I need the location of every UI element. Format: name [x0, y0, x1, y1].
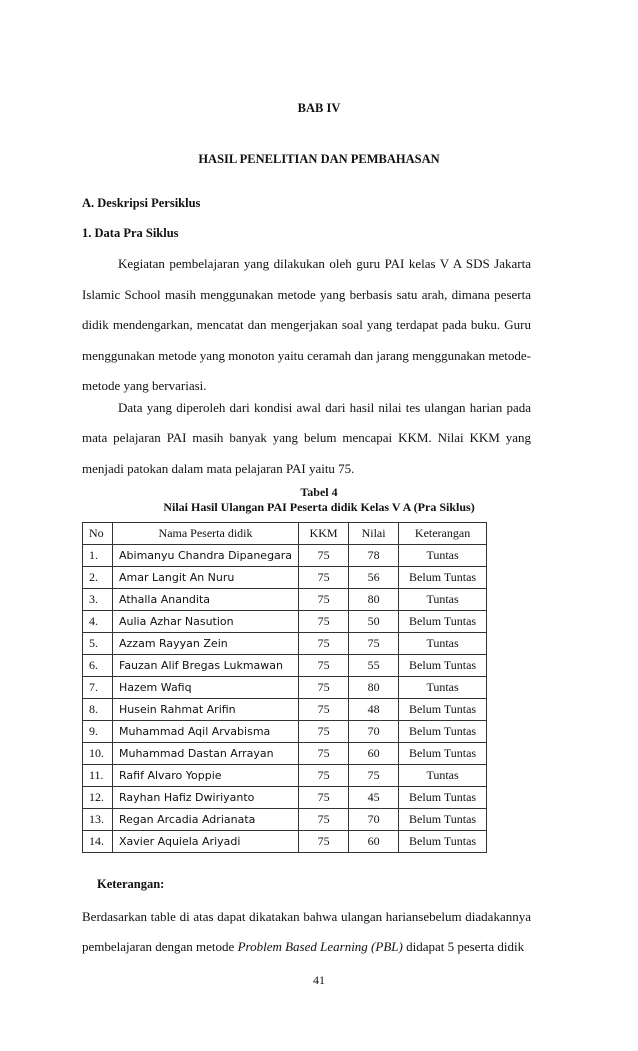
- cell-kkm: 75: [299, 677, 349, 699]
- cell-no: 1.: [83, 545, 113, 567]
- cell-name: Regan Arcadia Adrianata: [113, 809, 299, 831]
- cell-name: Aulia Azhar Nasution: [113, 611, 299, 633]
- cell-kkm: 75: [299, 743, 349, 765]
- cell-keterangan: Tuntas: [399, 633, 487, 655]
- cell-nilai: 50: [349, 611, 399, 633]
- para1-line: didik mendengarkan, mencatat dan mengerjakan soal yang terdapat pada buku. Guru: [82, 317, 531, 332]
- table-caption: Nilai Hasil Ulangan PAI Peserta didik Kelas V A (Pra Siklus): [163, 500, 475, 514]
- table-row: [83, 633, 487, 655]
- cell-no: 12.: [83, 787, 113, 809]
- para1-line: Islamic School masih menggunakan metode yang berbasis satu arah, dimana peserta: [82, 287, 531, 302]
- cell-nilai: 60: [349, 831, 399, 853]
- cell-name: Husein Rahmat Arifin: [113, 699, 299, 721]
- cell-nilai: 56: [349, 567, 399, 589]
- para1-line: metode yang bervariasi.: [82, 378, 207, 393]
- cell-no: 3.: [83, 589, 113, 611]
- cell-name: Rayhan Hafiz Dwiriyanto: [113, 787, 299, 809]
- cell-keterangan: Belum Tuntas: [399, 809, 487, 831]
- cell-keterangan: Belum Tuntas: [399, 611, 487, 633]
- para3-text: pembelajaran dengan metode: [82, 939, 238, 954]
- para2-line: menjadi patokan dalam mata pelajaran PAI yaitu 75.: [82, 461, 355, 476]
- cell-name: Rafif Alvaro Yoppie: [113, 765, 299, 787]
- table-row: [83, 655, 487, 677]
- cell-no: 14.: [83, 831, 113, 853]
- table-row: [83, 743, 487, 765]
- table-header-row: [83, 523, 487, 545]
- cell-name: Athalla Anandita: [113, 589, 299, 611]
- header-keterangan: Keterangan: [399, 523, 487, 545]
- cell-no: 5.: [83, 633, 113, 655]
- chapter-title: HASIL PENELITIAN DAN PEMBAHASAN: [198, 152, 440, 166]
- cell-kkm: 75: [299, 787, 349, 809]
- table-row: [83, 787, 487, 809]
- cell-keterangan: Belum Tuntas: [399, 721, 487, 743]
- page-number: 41: [313, 973, 325, 987]
- cell-no: 13.: [83, 809, 113, 831]
- cell-keterangan: Tuntas: [399, 589, 487, 611]
- cell-keterangan: Belum Tuntas: [399, 831, 487, 853]
- cell-nilai: 70: [349, 721, 399, 743]
- cell-keterangan: Belum Tuntas: [399, 655, 487, 677]
- cell-nilai: 55: [349, 655, 399, 677]
- cell-nilai: 80: [349, 589, 399, 611]
- cell-name: Muhammad Aqil Arvabisma: [113, 721, 299, 743]
- cell-no: 4.: [83, 611, 113, 633]
- section-a-heading: A. Deskripsi Persiklus: [82, 196, 201, 210]
- table-row: [83, 545, 487, 567]
- cell-keterangan: Belum Tuntas: [399, 743, 487, 765]
- para2-line: mata pelajaran PAI masih banyak yang belum mencapai KKM. Nilai KKM yang: [82, 430, 531, 445]
- cell-kkm: 75: [299, 633, 349, 655]
- table-row: [83, 677, 487, 699]
- header-kkm: KKM: [299, 523, 349, 545]
- cell-name: Xavier Aquiela Ariyadi: [113, 831, 299, 853]
- cell-nilai: 78: [349, 545, 399, 567]
- header-nilai: Nilai: [349, 523, 399, 545]
- cell-nilai: 75: [349, 633, 399, 655]
- results-table: [82, 522, 487, 853]
- cell-nilai: 45: [349, 787, 399, 809]
- cell-no: 10.: [83, 743, 113, 765]
- cell-kkm: 75: [299, 611, 349, 633]
- cell-no: 11.: [83, 765, 113, 787]
- cell-kkm: 75: [299, 699, 349, 721]
- para1-line: Kegiatan pembelajaran yang dilakukan oleh guru PAI kelas V A SDS Jakarta: [118, 256, 531, 271]
- cell-name: Abimanyu Chandra Dipanegara: [113, 545, 299, 567]
- header-no: No: [83, 523, 113, 545]
- cell-nilai: 80: [349, 677, 399, 699]
- table-row: [83, 567, 487, 589]
- cell-name: Hazem Wafiq: [113, 677, 299, 699]
- cell-nilai: 70: [349, 809, 399, 831]
- cell-kkm: 75: [299, 589, 349, 611]
- cell-kkm: 75: [299, 721, 349, 743]
- cell-kkm: 75: [299, 567, 349, 589]
- header-name: Nama Peserta didik: [113, 523, 299, 545]
- cell-name: Fauzan Alif Bregas Lukmawan: [113, 655, 299, 677]
- cell-no: 8.: [83, 699, 113, 721]
- cell-kkm: 75: [299, 765, 349, 787]
- cell-nilai: 60: [349, 743, 399, 765]
- cell-nilai: 75: [349, 765, 399, 787]
- cell-kkm: 75: [299, 809, 349, 831]
- keterangan-heading: Keterangan:: [97, 877, 165, 891]
- cell-no: 9.: [83, 721, 113, 743]
- cell-name: Amar Langit An Nuru: [113, 567, 299, 589]
- cell-name: Muhammad Dastan Arrayan: [113, 743, 299, 765]
- chapter-number: BAB IV: [297, 101, 341, 115]
- table-row: [83, 699, 487, 721]
- cell-no: 2.: [83, 567, 113, 589]
- cell-kkm: 75: [299, 831, 349, 853]
- table-row: [83, 809, 487, 831]
- para3-text: didapat 5 peserta didik: [402, 939, 525, 954]
- cell-keterangan: Belum Tuntas: [399, 567, 487, 589]
- table-label: Tabel 4: [300, 485, 338, 499]
- para1-line: menggunakan metode yang monoton yaitu ceramah dan jarang menggunakan metode-: [82, 348, 531, 363]
- para3-line: Berdasarkan table di atas dapat dikatakan bahwa ulangan hariansebelum diadakannya: [82, 909, 531, 924]
- para3-italic-term: Problem Based Learning (PBL): [237, 939, 403, 954]
- cell-keterangan: Tuntas: [399, 765, 487, 787]
- cell-kkm: 75: [299, 545, 349, 567]
- table-row: [83, 765, 487, 787]
- cell-keterangan: Belum Tuntas: [399, 787, 487, 809]
- table-row: [83, 611, 487, 633]
- table-row: [83, 721, 487, 743]
- cell-no: 6.: [83, 655, 113, 677]
- cell-kkm: 75: [299, 655, 349, 677]
- para3-line: [82, 940, 531, 953]
- cell-name: Azzam Rayyan Zein: [113, 633, 299, 655]
- section-1-heading: 1. Data Pra Siklus: [82, 226, 179, 240]
- cell-keterangan: Tuntas: [399, 677, 487, 699]
- cell-no: 7.: [83, 677, 113, 699]
- cell-keterangan: Tuntas: [399, 545, 487, 567]
- table-row: [83, 831, 487, 853]
- cell-nilai: 48: [349, 699, 399, 721]
- para2-line: Data yang diperoleh dari kondisi awal dari hasil nilai tes ulangan harian pada: [118, 400, 531, 415]
- table-row: [83, 589, 487, 611]
- cell-keterangan: Belum Tuntas: [399, 699, 487, 721]
